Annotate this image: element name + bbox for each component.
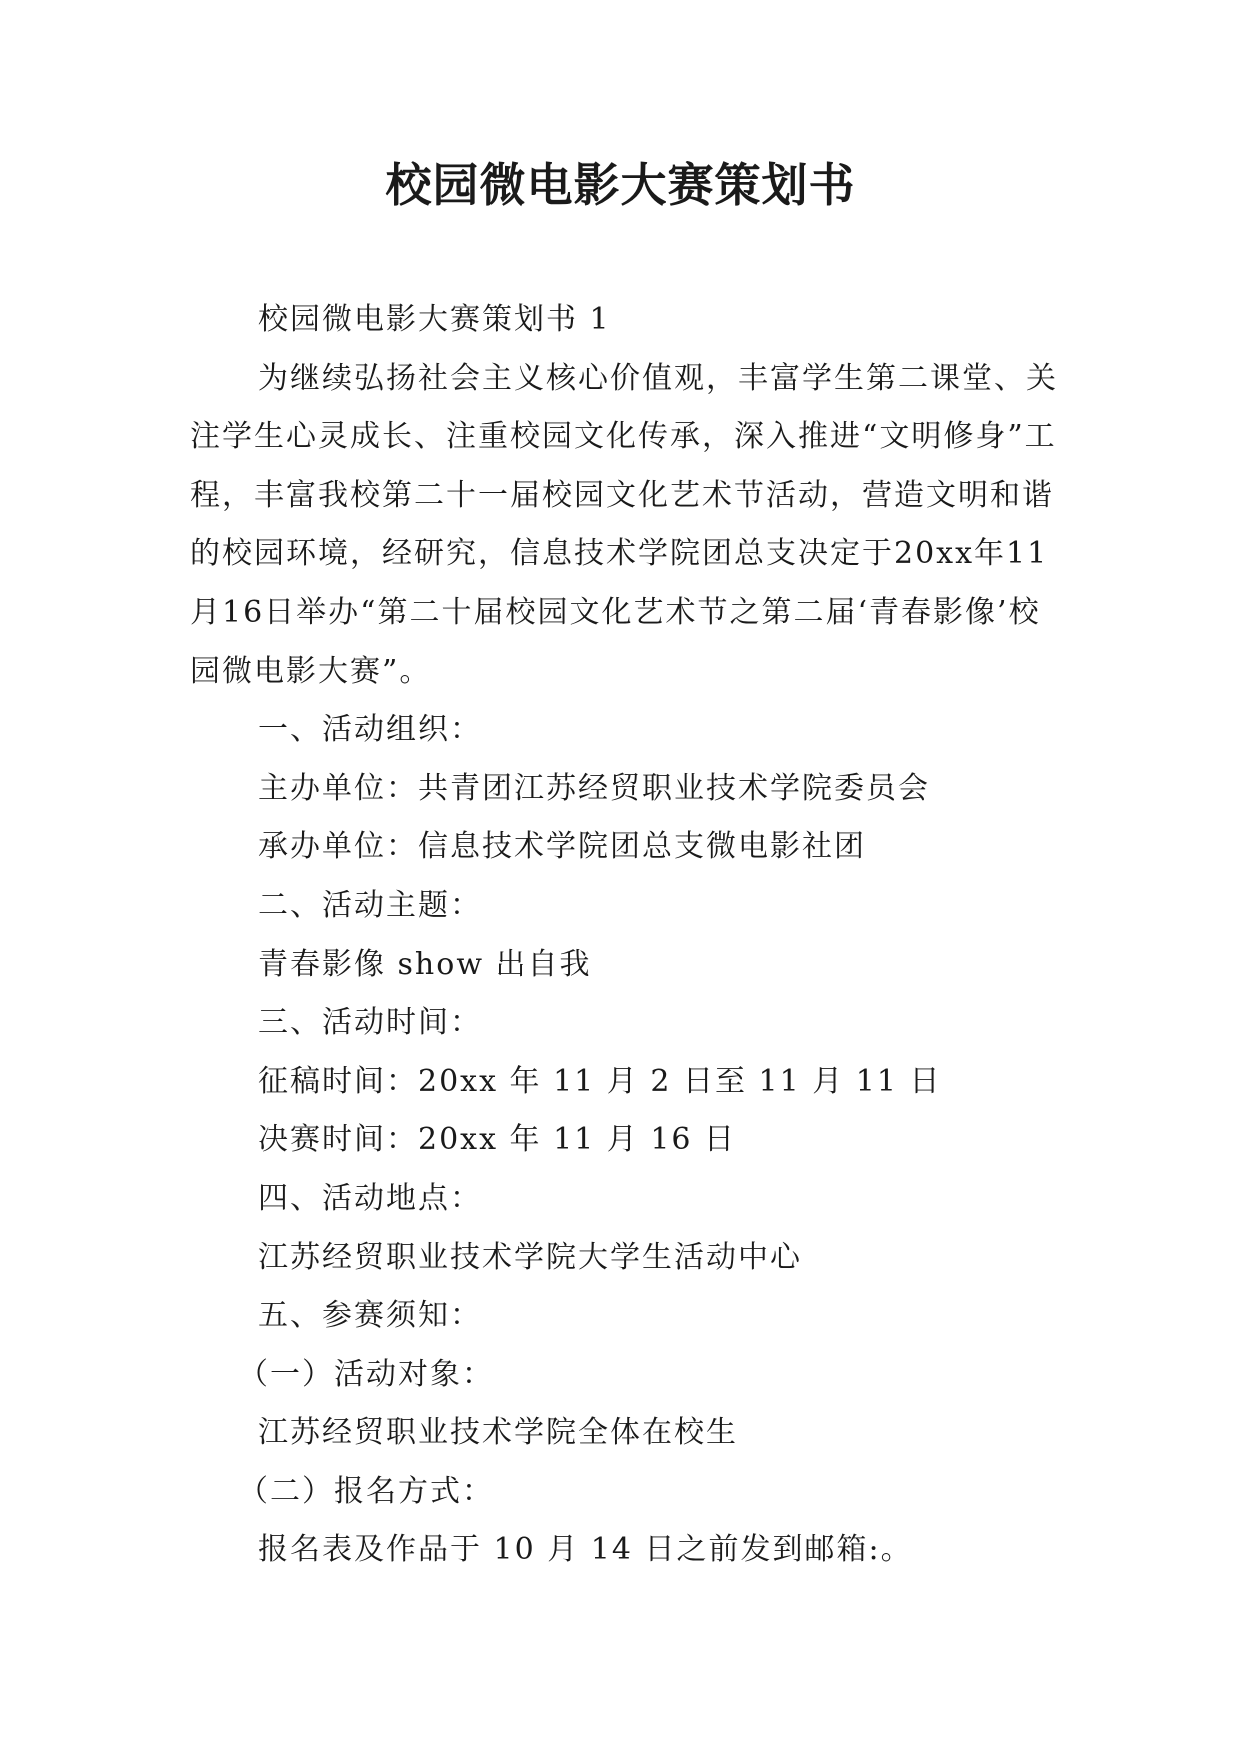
section-heading: 三、活动时间： (258, 1005, 482, 1041)
final-time: 决赛时间：20xx 年 11 月 16 日 (258, 1122, 737, 1158)
location-text: 江苏经贸职业技术学院大学生活动中心 (258, 1239, 802, 1275)
subsection-heading: （一）活动对象： (238, 1356, 494, 1392)
host-unit: 主办单位：共青团江苏经贸职业技术学院委员会 (258, 770, 930, 806)
intro-paragraph: 为继续弘扬社会主义核心价值观，丰富学生第二课堂、关注学生心灵成长、注重校园文化传承，深入推进“文明修身”工程，丰富我校第二十一届校园文化艺术节活动，营造文明和谐的校园环境，经研究，信息技术学院团总支决定于20xx年11月16日举办“第二十届校园文化艺术节之第二届‘青春影像’校园微电影大赛”。 (190, 360, 1058, 689)
theme-text: 青春影像 show 出自我 (258, 946, 592, 982)
section-heading: 四、活动地点： (258, 1180, 482, 1216)
document-title: 校园微电影大赛策划书 (385, 158, 856, 212)
submission-time: 征稿时间：20xx 年 11 月 2 日至 11 月 11 日 (258, 1063, 942, 1099)
organizer-unit: 承办单位：信息技术学院团总支微电影社团 (258, 829, 866, 865)
section-heading: 一、活动组织： (258, 712, 482, 748)
participants-text: 江苏经贸职业技术学院全体在校生 (258, 1415, 738, 1451)
section-heading: 二、活动主题： (258, 887, 482, 923)
document-body (190, 291, 1070, 1580)
registration-text: 报名表及作品于 10 月 14 日之前发到邮箱:。 (258, 1532, 913, 1568)
section-heading: 五、参赛须知： (258, 1298, 482, 1334)
document-subtitle: 校园微电影大赛策划书 1 (258, 302, 611, 337)
subsection-heading: （二）报名方式： (238, 1473, 494, 1509)
